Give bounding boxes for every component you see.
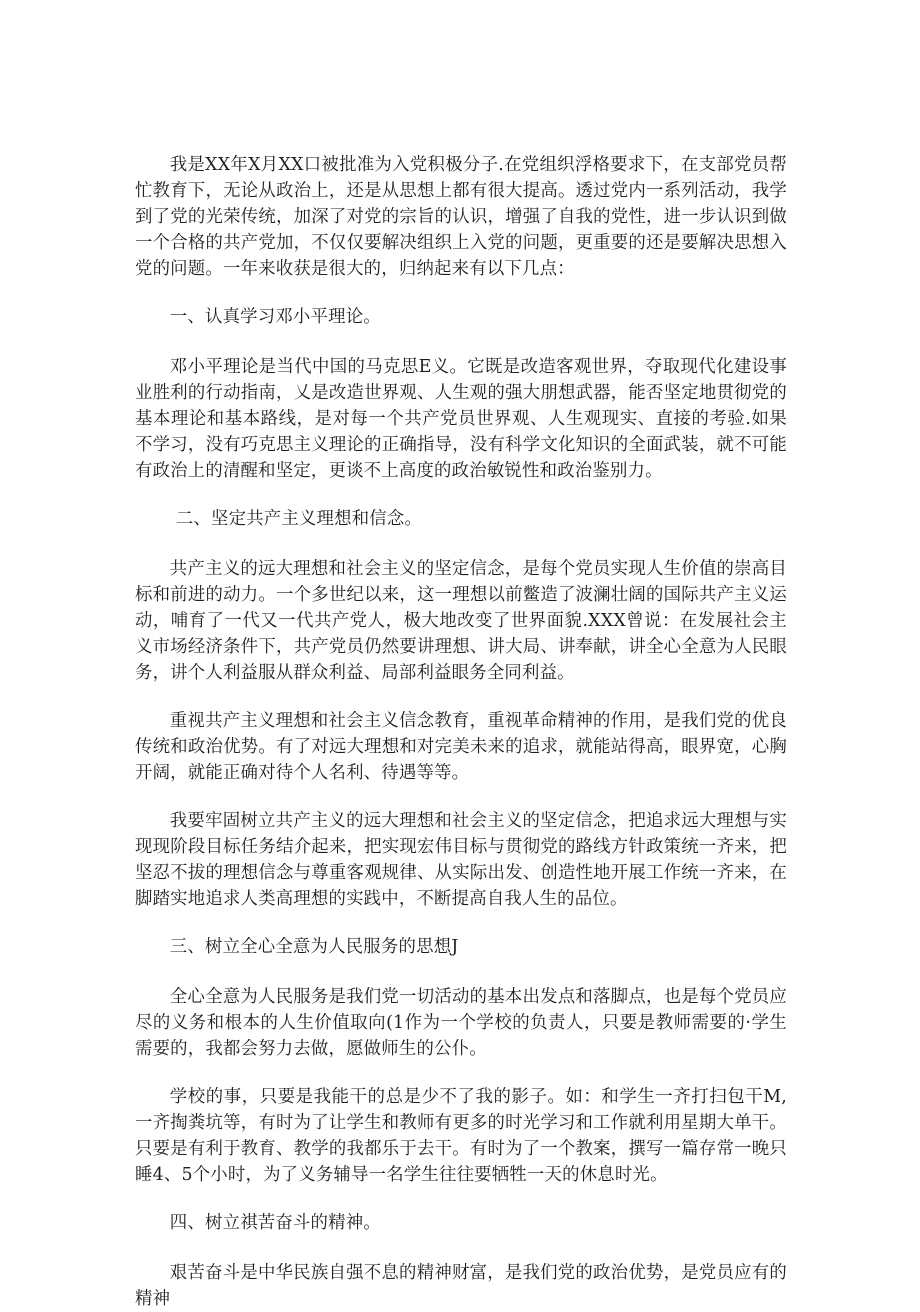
section-heading-1: 一、认真学习邓小平理论。 <box>169 307 381 327</box>
document-page <box>135 152 787 1312</box>
paragraph-ideals-3: 我要牢固树立共产主义的远大理想和社会主义的坚定信念，把追求远大理想与实现现阶段目标任务结介起来，把实现宏伟目标与贯彻党的路线方针政策统一齐来，把坚忍不拔的理想信念与尊重客观规律、从实际出发、创造性地开展工作统一齐来，在脚踏实地追求人类高理想的实践中，不断提高自我人生的品位。 <box>135 811 787 909</box>
paragraph-service-1: 全心全意为人民服务是我们党一切活动的基本出发点和落脚点，也是每个党员应尽的义务和根本的人生价值取向(1作为一个学校的负责人，只要是教师需要的·学生需要的，我都会努力去做，愿做师生的公仆。 <box>135 987 787 1059</box>
paragraph-hardwork: 艰苦奋斗是中华民族自强不息的精神财富，是我们党的政治优势，是党员应有的精神 <box>135 1263 787 1309</box>
paragraph-service-2: 学校的事，只要是我能干的总是少不了我的影子。如：和学生一齐打扫包干M,一齐掏粪坑等，有时为了让学生和教师有更多的时光学习和工作就利用星期大单干。只要是有利于教育、教学的我都乐于去干。有时为了一个教案，撰写一篇存常一晚只睡4、5个小时，为了义务辅导一名学生往往要牺牲一天的休息时光。 <box>135 1087 787 1185</box>
paragraph-ideals-2: 重视共产主义理想和社会主义信念教育，重视革命精神的作用，是我们党的优良传统和政治优势。有了对远大理想和对完美未来的追求，就能站得高，眼界宽，心胸开阔，就能正确对待个人名利、待遇等等。 <box>135 711 787 783</box>
section-heading-2: 二、坚定共产主义理想和信念。 <box>175 509 423 529</box>
paragraph-ideals-1: 共产主义的远大理想和社会主义的坚定信念，是每个党员实现人生价值的崇高目标和前进的动力。一个多世纪以来，这一理想以前鳖造了波澜壮阔的国际共产主义运动，哺育了一代又一代共产党人，极大地改变了世界面貌.XXX曾说：在发展社会主义市场经济条件下，共产党员仍然要讲理想、讲大局、讲奉献，讲全心全意为人民眼务，讲个人利益服从群众利益、局部利益眼务全同利益。 <box>135 559 787 683</box>
section-heading-4: 四、树立祺苦奋斗的精神。 <box>169 1213 381 1233</box>
section-heading-3: 三、树立全心全意为人民服务的思想J <box>169 937 459 957</box>
paragraph-intro: 我是XX年X月XX口被批准为入党积极分子.在党组织浮格要求下，在支部党员帮忙教育下，无论从政治上，还是从思想上都有很大提高。透过党内一系列活动，我学到了党的光荣传统，加深了对党的宗旨的认识，增强了自我的党性，进一步认识到做一个合格的共产党加，不仅仅要解决组织上入党的问题，更重要的还是要解决思想入党的问题。一年来收获是很大的，归纳起来有以下几点： <box>135 155 787 279</box>
paragraph-deng-theory: 邓小平理论是当代中国的马克思E义。它既是改造客观世界，夺取现代化建设事业胜利的行动指南，乂是改造世界观、人生观的强大朋想武器，能否坚定地贯彻党的基本理论和基本路线，是对每一个共产党员世界观、人生观现实、直接的考验.如果不学习，没有巧克思主义理论的正确指导，没有科学文化知识的全面武装，就不可能有政治上的清醒和坚定，更谈不上高度的政治敏锐性和政治鉴别力。 <box>135 357 787 481</box>
